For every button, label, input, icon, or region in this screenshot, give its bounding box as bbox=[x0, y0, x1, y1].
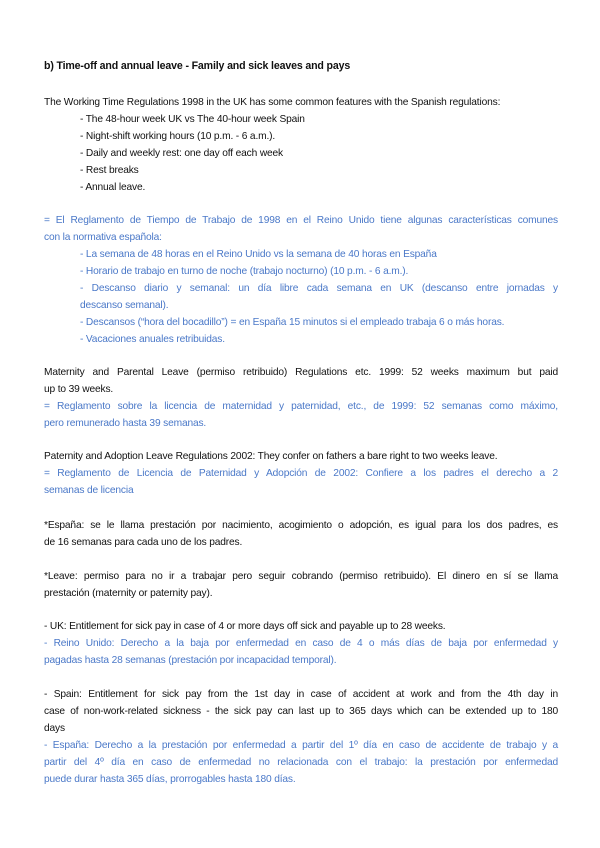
intro-translation-bullet: - Descansos (“hora del bocadillo”) = en España 15 minutos si el empleado trabaja 6 o más horas. bbox=[80, 317, 505, 328]
intro-text: The Working Time Regulations 1998 in the UK has some common features with the Spanish regulations: bbox=[44, 97, 501, 108]
spain-sick-pay-translation: partir del 4º día en caso de enfermedad no relacionada con el trabajo: la prestación por enfermedad bbox=[44, 757, 558, 768]
uk-sick-pay-translation: pagadas hasta 28 semanas (prestación por incapacidad temporal). bbox=[44, 655, 337, 666]
intro-bullet: - Annual leave. bbox=[80, 182, 146, 193]
leave-note: prestación (maternity or paternity pay). bbox=[44, 588, 213, 599]
paternity-translation: semanas de licencia bbox=[44, 485, 134, 496]
intro-translation-bullet: - Vacaciones anuales retribuidas. bbox=[80, 334, 225, 345]
intro-bullet: - Daily and weekly rest: one day off each week bbox=[80, 148, 283, 159]
uk-sick-pay-translation: - Reino Unido: Derecho a la baja por enfermedad en caso de 4 o más días de baja por enfermedad y bbox=[44, 638, 558, 649]
maternity-translation: = Reglamento sobre la licencia de maternidad y paternidad, etc., de 1999: 52 semanas como máximo, bbox=[44, 401, 558, 412]
uk-sick-pay: - UK: Entitlement for sick pay in case of 4 or more days off sick and payable up to 28 weeks. bbox=[44, 621, 446, 632]
spain-sick-pay: days bbox=[44, 723, 65, 734]
maternity-paragraph: up to 39 weeks. bbox=[44, 384, 114, 395]
intro-translation-bullet: - Descanso diario y semanal: un día libre cada semana en UK (descanso entre jornadas y bbox=[80, 283, 558, 294]
intro-bullet: - The 48-hour week UK vs The 40-hour week Spain bbox=[80, 114, 305, 125]
paternity-paragraph: Paternity and Adoption Leave Regulations 2002: They confer on fathers a bare right to two weeks leave. bbox=[44, 451, 498, 462]
spain-note: *España: se le llama prestación por nacimiento, acogimiento o adopción, es igual para los dos padres, es bbox=[44, 520, 558, 531]
intro-translation-bullet: - Horario de trabajo en turno de noche (trabajo nocturno) (10 p.m. - 6 a.m.). bbox=[80, 266, 409, 277]
section-heading: b) Time-off and annual leave - Family and sick leaves and pays bbox=[44, 60, 351, 72]
spain-sick-pay: - Spain: Entitlement for sick pay from the 1st day in case of accident at work and from the 4th day in bbox=[44, 689, 558, 700]
spain-sick-pay-translation: - España: Derecho a la prestación por enfermedad a partir del 1º día en caso de accidente de trabajo y a bbox=[44, 740, 558, 751]
paternity-translation: = Reglamento de Licencia de Paternidad y Adopción de 2002: Confiere a los padres el derecho a 2 bbox=[44, 468, 558, 479]
leave-note: *Leave: permiso para no ir a trabajar pero seguir cobrando (permiso retribuido). El dinero en sí se llama bbox=[44, 571, 558, 582]
intro-bullet: - Night-shift working hours (10 p.m. - 6 a.m.). bbox=[80, 131, 276, 142]
spain-sick-pay-translation: puede durar hasta 365 días, prorrogables hasta 180 días. bbox=[44, 774, 296, 785]
spain-sick-pay: case of non-work-related sickness - the sick pay can last up to 365 days which can be extended up to 180 bbox=[44, 706, 558, 717]
intro-translation: con la normativa española: bbox=[44, 232, 162, 243]
intro-translation: = El Reglamento de Tiempo de Trabajo de 1998 en el Reino Unido tiene algunas características comunes bbox=[44, 215, 558, 226]
intro-translation-bullet: descanso semanal). bbox=[80, 300, 169, 311]
maternity-paragraph: Maternity and Parental Leave (permiso retribuido) Regulations etc. 1999: 52 weeks maximum but paid bbox=[44, 367, 558, 378]
spain-note: de 16 semanas para cada uno de los padres. bbox=[44, 537, 243, 548]
intro-translation-bullet: - La semana de 48 horas en el Reino Unido vs la semana de 40 horas en España bbox=[80, 249, 437, 260]
maternity-translation: pero remunerado hasta 39 semanas. bbox=[44, 418, 207, 429]
intro-bullet: - Rest breaks bbox=[80, 165, 139, 176]
